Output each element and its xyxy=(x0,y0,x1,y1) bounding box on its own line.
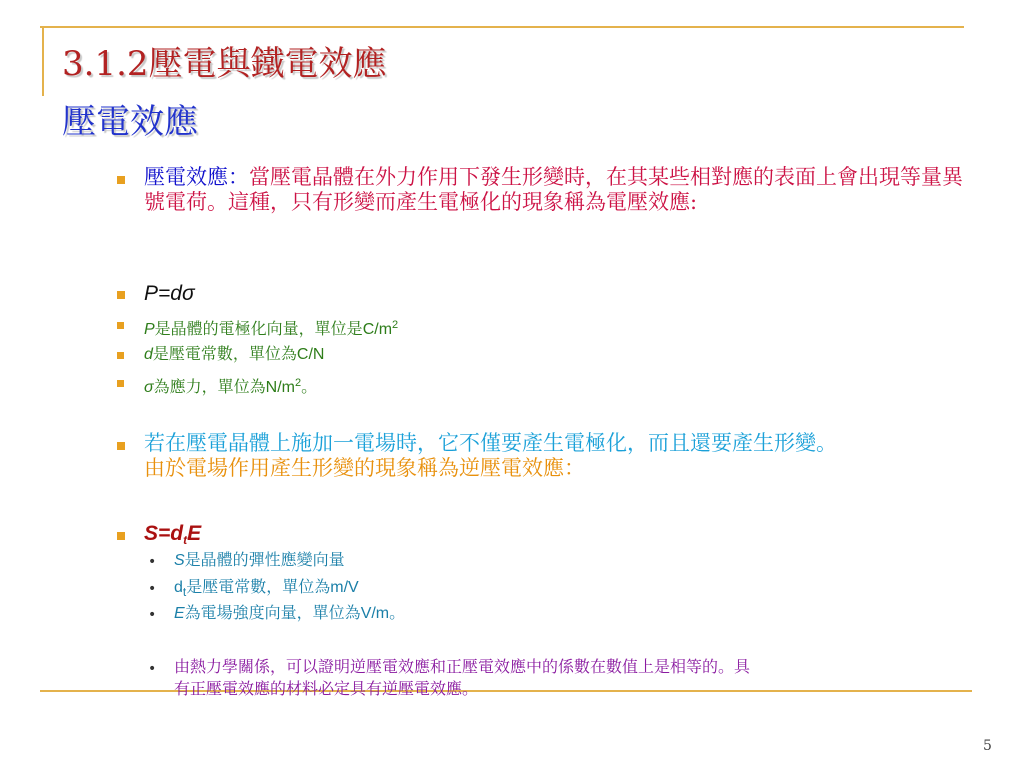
definition-term: 壓電效應： xyxy=(144,165,249,189)
sub1-polarization: P是晶體的電極化向量，單位是$C/m^2$ xyxy=(144,319,399,338)
sub2-constant: $d_t$是壓電常數，單位為m/V xyxy=(174,579,359,599)
left-rule xyxy=(42,26,44,96)
converse-intro: 若在壓電晶體上施加一電場時，它不僅要產生電極化，而且還要產生形變。 由於電場作用產生形變的現象稱為逆壓電效應： xyxy=(144,431,837,480)
slide-title: 3.1.2壓電與鐵電效應 xyxy=(62,44,387,84)
sub2-field: E為電場強度向量，單位為V/m。 xyxy=(174,605,406,622)
bullet-square-icon xyxy=(117,380,124,387)
bullet-square-icon xyxy=(117,442,125,450)
top-rule xyxy=(40,26,964,28)
bullet-dot-icon: • xyxy=(148,554,157,570)
slide-subtitle: 壓電效應 xyxy=(62,102,198,142)
sub1-constant: d是壓電常數，單位為C/N xyxy=(144,346,325,363)
bullet-square-icon xyxy=(117,322,124,329)
formula-direct: P=dσ xyxy=(144,282,195,305)
bullet-square-icon xyxy=(117,532,125,540)
equality-note: 由熱力學關係，可以證明逆壓電效應和正壓電效應中的係數在數值上是相等的。具 有正壓電效應的材料必定具有逆壓電效應。 xyxy=(174,659,751,698)
bullet-square-icon xyxy=(117,291,125,299)
bullet-square-icon xyxy=(117,352,124,359)
bullet-square-icon xyxy=(117,176,125,184)
definition-text: 當壓電晶體在外力作用下發生形變時，在其某些相對應的表面上會出現等量異號電荷。這種，只有形變而產生電極化的現象稱為電壓效應: xyxy=(144,165,963,214)
bullet-dot-icon: • xyxy=(148,607,157,623)
sub2-strain: S是晶體的彈性應變向量 xyxy=(174,552,345,569)
bullet-dot-icon: • xyxy=(148,581,157,597)
formula-converse: $S=d_tE$ xyxy=(144,522,202,547)
page-number: 5 xyxy=(983,738,992,754)
bullet-dot-icon: • xyxy=(148,661,157,677)
piezo-definition xyxy=(144,165,974,215)
sub1-stress: σ為應力，單位為$N/m^2$。 xyxy=(144,377,318,396)
